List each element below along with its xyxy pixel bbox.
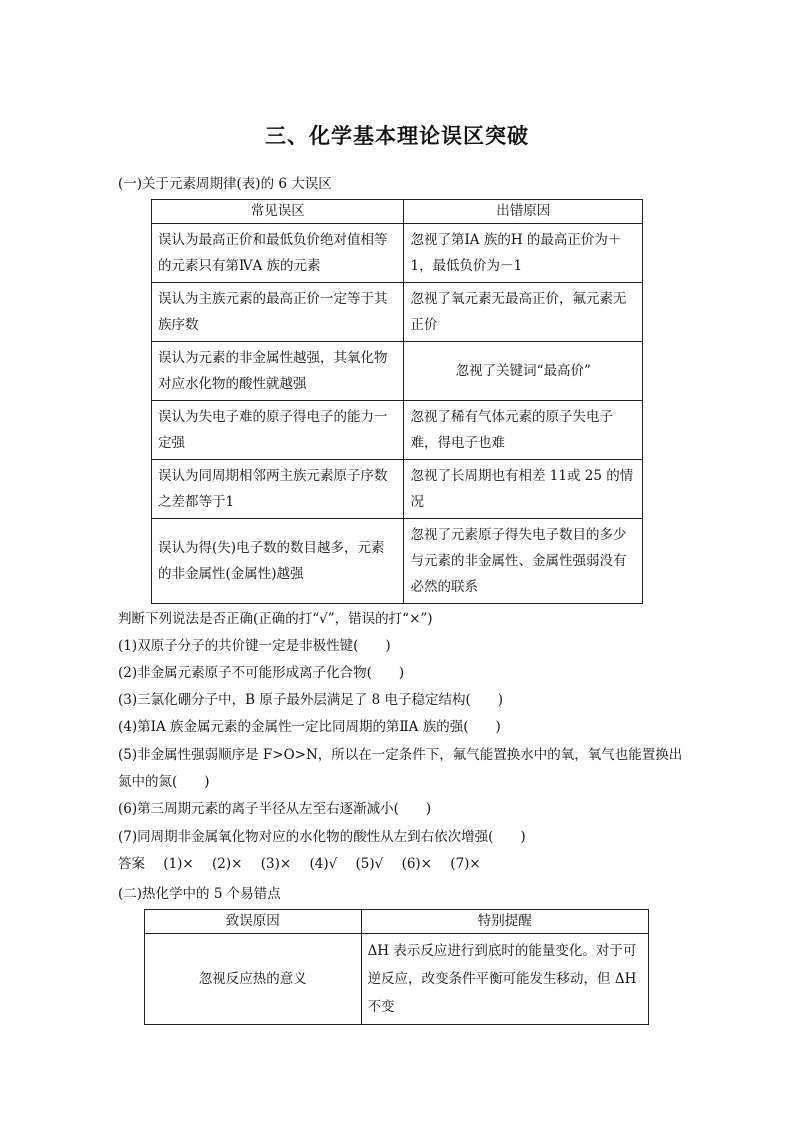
table-row	[152, 401, 643, 460]
misconception-cell: 误认为主族元素的最高正价一定等于其族序数	[152, 283, 404, 342]
judge-item-1: (1)双原子分子的共价键一定是非极性键( )	[118, 638, 391, 654]
answer-line	[118, 851, 684, 878]
reason-cell: 忽视了第ⅠA 族的H 的最高正价为＋1，最低负价为－1	[404, 224, 643, 283]
header-error-reason: 出错原因	[404, 200, 643, 224]
judge-item-5: (5)非金属性强弱顺序是 F>O>N，所以在一定条件下，氟气能置换水中的氧，氧气也能置换出氮中的氮( )	[118, 747, 683, 790]
answer-label: 答案	[118, 856, 145, 872]
header-special-reminder: 特别提醒	[361, 910, 648, 934]
table-row	[152, 342, 643, 401]
reason-cell: 忽视了稀有气体元素的原子失电子难，得电子也难	[404, 401, 643, 460]
table-row	[152, 519, 643, 604]
answer-7: (7)×	[450, 856, 481, 872]
reason-cell: 忽视了长周期也有相差 11或 25 的情况	[404, 460, 643, 519]
table-row	[152, 283, 643, 342]
judge-item-3: (3)三氯化硼分子中，B 原子最外层满足了 8 电子稳定结构( )	[118, 692, 504, 708]
answer-3: (3)×	[260, 856, 292, 872]
section-heading-periodic: (一)关于元素周期律(表)的 6 大误区	[118, 176, 332, 192]
error-cause-cell: 忽视反应热的意义	[145, 934, 362, 1025]
misconception-cell: 误认为得(失)电子数的数目越多，元素的非金属性(金属性)越强	[152, 519, 404, 604]
misconception-cell: 误认为最高正价和最低负价绝对值相等的元素只有第ⅣA 族的元素	[152, 224, 404, 283]
header-common-misconception: 常见误区	[152, 200, 404, 224]
table-row	[152, 224, 643, 283]
misconception-cell: 误认为同周期相邻两主族元素原子序数之差都等于1	[152, 460, 404, 519]
misconception-cell: 误认为失电子难的原子得电子的能力一定强	[152, 401, 404, 460]
table-row	[145, 934, 649, 1025]
page-title: 三、化学基本理论误区突破	[265, 124, 529, 148]
answer-2: (2)×	[212, 856, 243, 872]
reason-cell: 忽视了关键词“最高价”	[404, 342, 643, 401]
answer-4: (4)√	[309, 856, 338, 872]
judge-item-7: (7)同周期非金属氧化物对应的水化物的酸性从左到右依次增强( )	[118, 829, 526, 845]
judge-item-4: (4)第ⅠA 族金属元素的金属性一定比同周期的第ⅡA 族的强( )	[118, 719, 501, 735]
reason-cell: 忽视了氧元素无最高正价，氟元素无正价	[404, 283, 643, 342]
header-error-cause: 致误原因	[145, 910, 362, 934]
table-header-row	[152, 200, 643, 224]
answer-1: (1)×	[163, 856, 194, 872]
periodic-misconception-table	[151, 199, 643, 604]
section-heading-thermo: (二)热化学中的 5 个易错点	[118, 886, 281, 902]
answer-5: (5)√	[355, 856, 384, 872]
thermochemistry-table	[144, 909, 649, 1025]
table-row	[152, 460, 643, 519]
judge-item-6: (6)第三周期元素的离子半径从左至右逐渐减小( )	[118, 801, 432, 817]
judge-item-2: (2)非金属元素原子不可能形成离子化合物( )	[118, 665, 405, 681]
answer-6: (6)×	[401, 856, 432, 872]
reminder-cell: ΔH 表示反应进行到底时的能量变化。对于可逆反应，改变条件平衡可能发生移动，但 ΔH 不变	[361, 934, 648, 1025]
table-header-row	[145, 910, 649, 934]
judge-intro: 判断下列说法是否正确(正确的打“√”，错误的打“×”)	[118, 611, 433, 627]
reason-cell: 忽视了元素原子得失电子数目的多少与元素的非金属性、金属性强弱没有必然的联系	[404, 519, 643, 604]
misconception-cell: 误认为元素的非金属性越强，其氧化物对应水化物的酸性就越强	[152, 342, 404, 401]
